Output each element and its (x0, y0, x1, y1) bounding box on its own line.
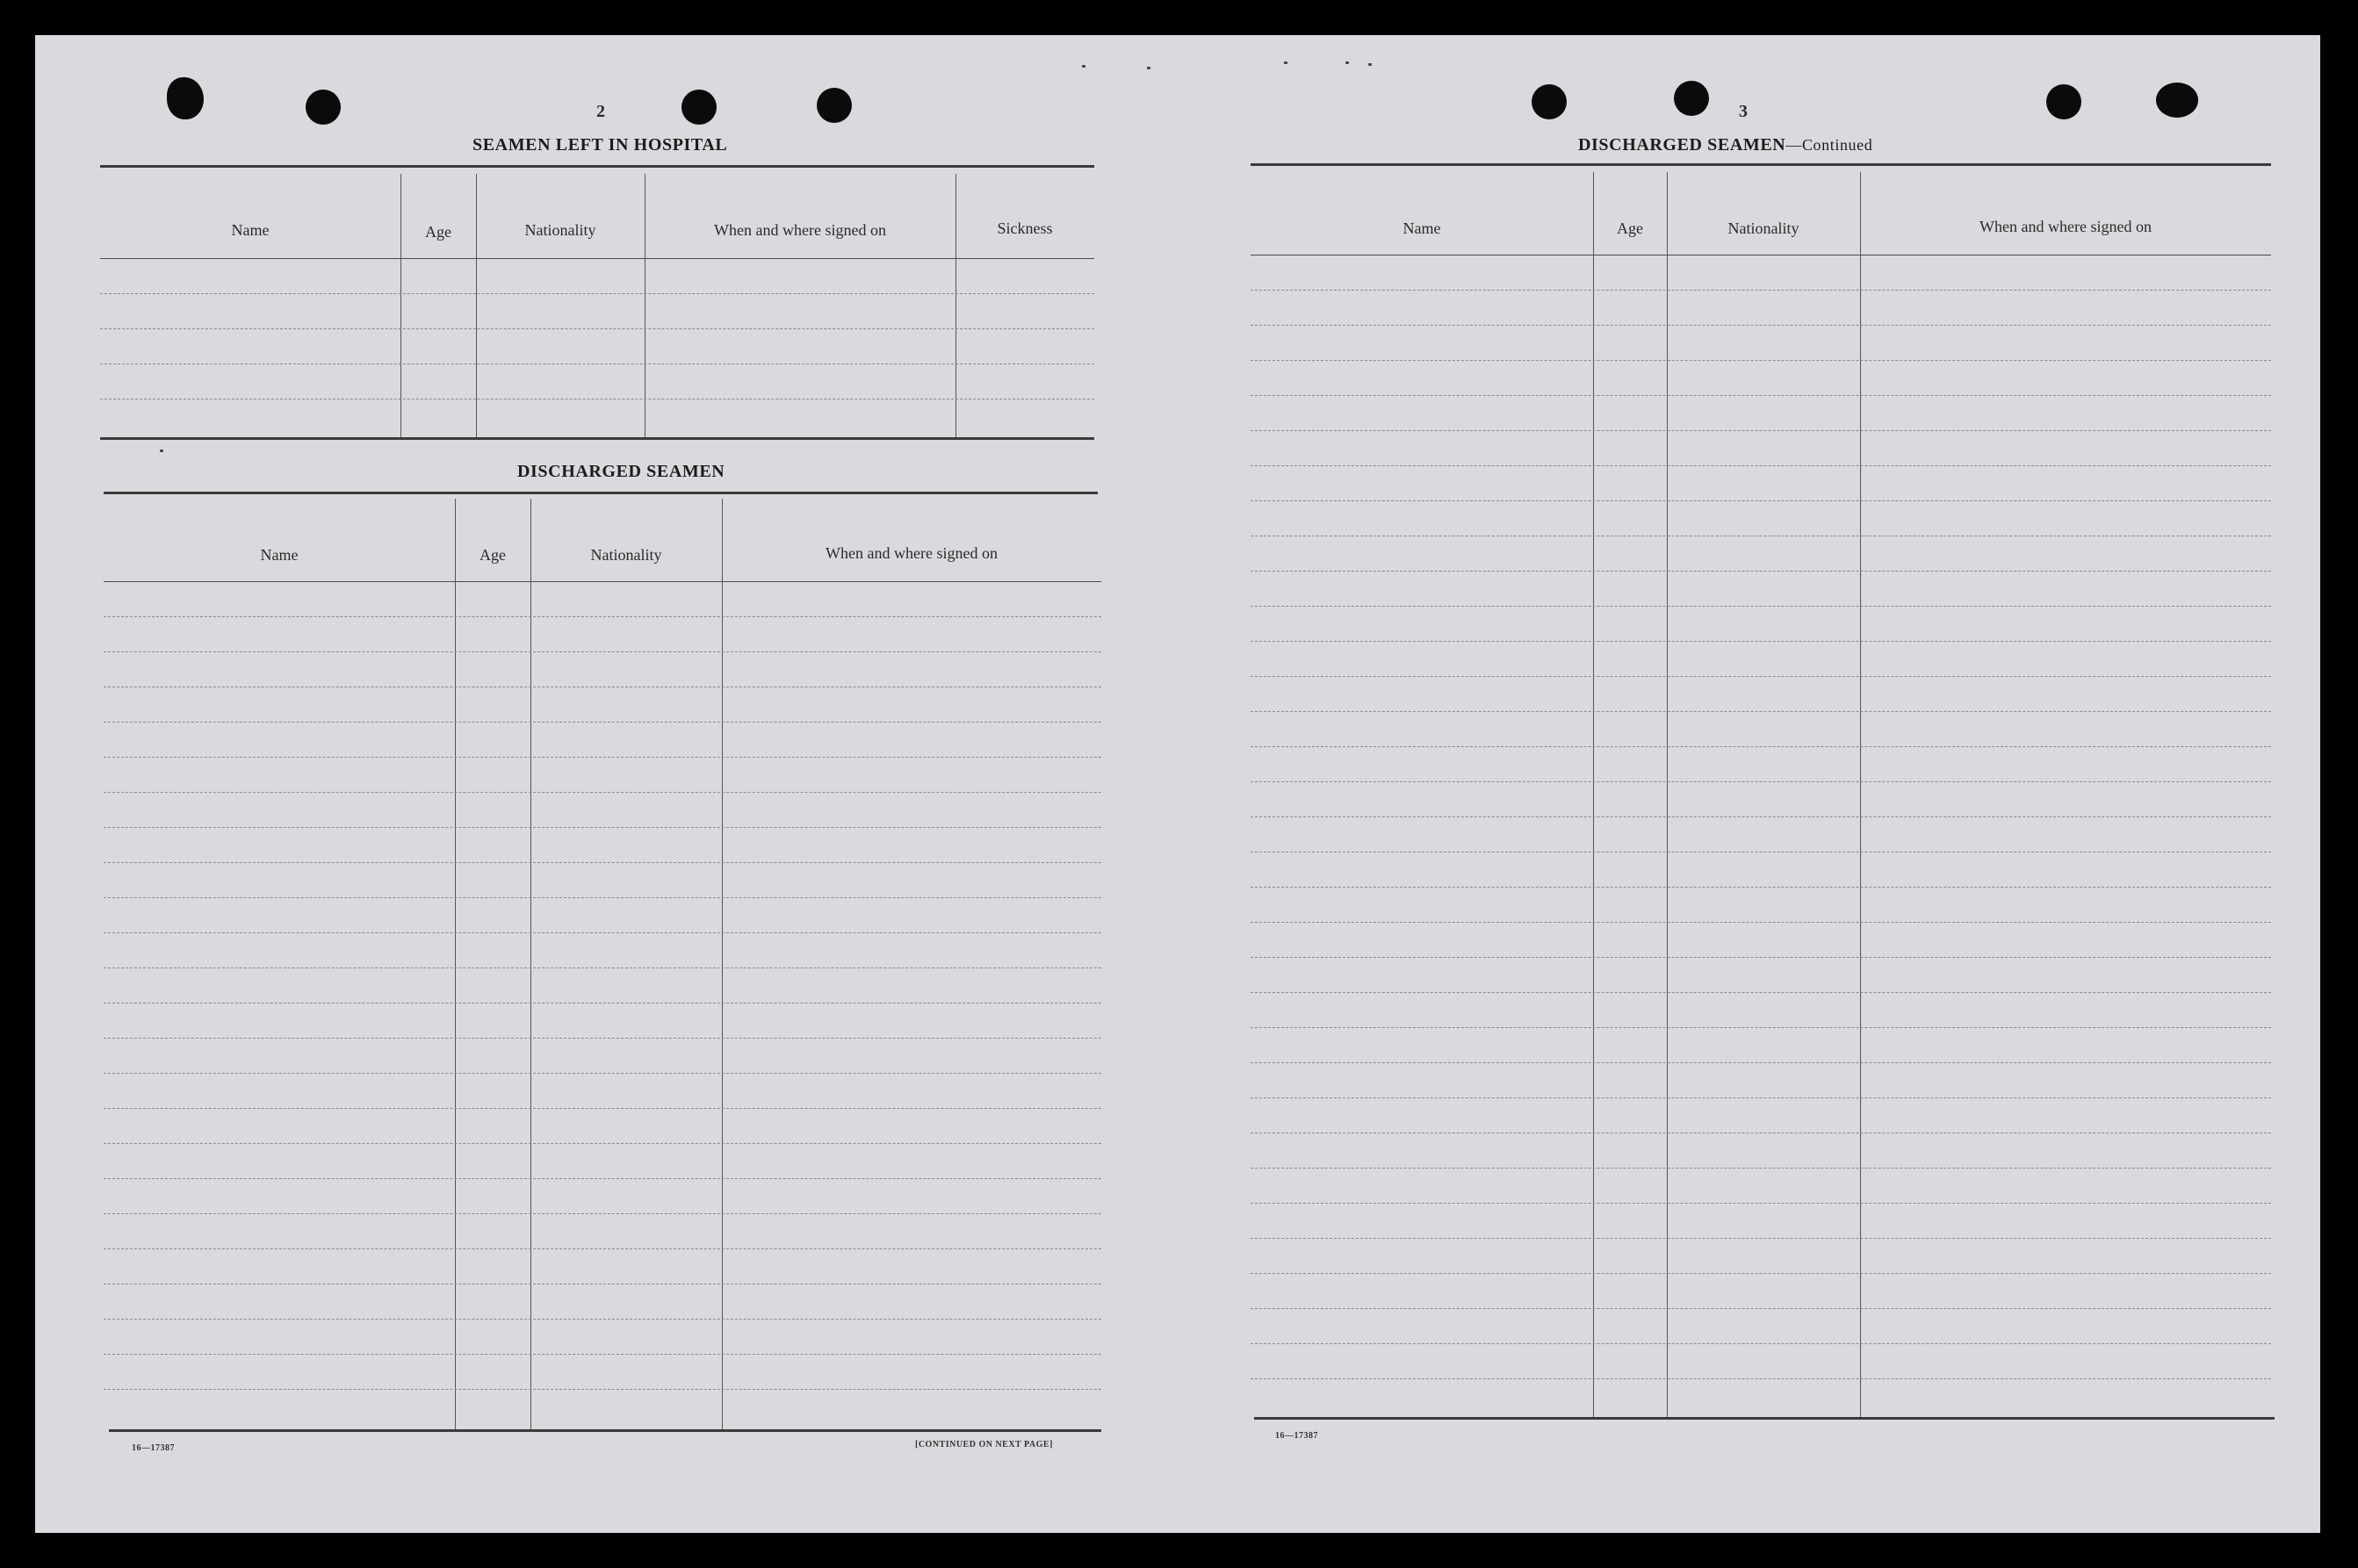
column-divider (1860, 172, 1861, 1419)
discharged-table-right (1251, 172, 2271, 1419)
row-line (1251, 957, 2271, 958)
column-header-signed-on: When and where signed on (1979, 218, 2152, 235)
column-header-nationality: Nationality (1727, 219, 1799, 237)
column-divider (722, 499, 723, 1429)
punch-hole (2046, 84, 2081, 119)
column-divider (400, 174, 401, 437)
column-header-nationality: Nationality (524, 221, 596, 239)
row-line (104, 827, 1101, 828)
hospital-table (100, 174, 1094, 437)
row-line (104, 1143, 1101, 1144)
discharged-bottom-rule (109, 1429, 1101, 1432)
column-divider (455, 499, 456, 1429)
row-line (104, 616, 1101, 617)
column-header-name: Name (1403, 219, 1441, 237)
row-line (104, 1354, 1101, 1355)
row-line (1251, 816, 2271, 817)
column-header-name: Name (231, 221, 270, 239)
row-line (100, 328, 1094, 329)
form-number-left: 16—17387 (132, 1443, 175, 1453)
row-line (1251, 1238, 2271, 1239)
row-line (104, 651, 1101, 652)
row-line (104, 1248, 1101, 1249)
discharged-section-title: DISCHARGED SEAMEN (517, 462, 725, 481)
row-line (104, 967, 1101, 968)
discharged-table-left (104, 499, 1101, 1429)
row-line (1251, 290, 2271, 291)
form-number-right: 16—17387 (1275, 1431, 1318, 1441)
row-line (1251, 641, 2271, 642)
row-line (1251, 395, 2271, 396)
row-line (1251, 465, 2271, 466)
punch-hole (306, 90, 341, 125)
row-line (1251, 781, 2271, 782)
punch-hole (2156, 83, 2198, 118)
row-line (1251, 1378, 2271, 1379)
continued-note: [CONTINUED ON NEXT PAGE] (915, 1440, 1053, 1449)
row-line (104, 897, 1101, 898)
document-spread (35, 35, 2320, 1533)
column-header-nationality: Nationality (590, 546, 662, 564)
row-line (1251, 1097, 2271, 1098)
header-underline (104, 581, 1101, 582)
header-underline (100, 258, 1094, 259)
row-line (1251, 1308, 2271, 1309)
row-line (104, 862, 1101, 863)
discharged-continued-title-main: DISCHARGED SEAMEN (1578, 135, 1786, 155)
column-header-sickness: Sickness (997, 219, 1053, 237)
row-line (104, 792, 1101, 793)
column-header-age: Age (1617, 219, 1643, 237)
row-line (104, 1213, 1101, 1214)
row-line (1251, 1273, 2271, 1274)
row-line (104, 722, 1101, 723)
column-divider (1667, 172, 1668, 1419)
row-line (104, 1178, 1101, 1179)
row-line (104, 757, 1101, 758)
continued-suffix: —Continued (1785, 136, 1873, 154)
discharged-top-rule (104, 492, 1098, 494)
page-number-right: 3 (1739, 102, 1748, 121)
row-line (1251, 746, 2271, 747)
row-line (1251, 1168, 2271, 1169)
hospital-top-rule (100, 165, 1094, 168)
discharged-continued-top-rule (1251, 163, 2271, 166)
row-line (1251, 922, 2271, 923)
column-header-signed-on: When and where signed on (826, 544, 998, 562)
column-divider (476, 174, 477, 437)
row-line (1251, 1062, 2271, 1063)
punch-hole (681, 90, 717, 125)
row-line (104, 1389, 1101, 1390)
column-header-name: Name (260, 546, 299, 564)
page-number-left: 2 (596, 102, 605, 121)
row-line (1251, 887, 2271, 888)
row-line (104, 1319, 1101, 1320)
row-line (104, 1073, 1101, 1074)
punch-hole (167, 77, 204, 119)
column-header-age: Age (480, 546, 506, 564)
punch-hole (1532, 84, 1567, 119)
column-header-age: Age (425, 223, 451, 241)
row-line (1251, 1343, 2271, 1344)
column-divider (530, 499, 531, 1429)
punch-hole (817, 88, 852, 123)
row-line (1251, 992, 2271, 993)
row-line (104, 1038, 1101, 1039)
row-line (1251, 711, 2271, 712)
column-divider (1593, 172, 1594, 1419)
row-line (104, 1108, 1101, 1109)
hospital-section-title: SEAMEN LEFT IN HOSPITAL (472, 135, 728, 155)
row-line (1251, 500, 2271, 501)
row-line (1251, 360, 2271, 361)
row-line (1251, 571, 2271, 572)
row-line (100, 363, 1094, 364)
column-divider (955, 174, 956, 437)
column-header-signed-on: When and where signed on (714, 221, 886, 239)
punch-hole (1674, 81, 1709, 116)
row-line (100, 293, 1094, 294)
discharged-continued-title (1578, 135, 1872, 155)
row-line (1251, 1203, 2271, 1204)
row-line (1251, 325, 2271, 326)
row-line (1251, 676, 2271, 677)
hospital-bottom-rule (100, 437, 1094, 440)
discharged-continued-bottom-rule (1254, 1417, 2275, 1420)
row-line (1251, 606, 2271, 607)
row-line (104, 932, 1101, 933)
row-line (1251, 1027, 2271, 1028)
row-line (1251, 430, 2271, 431)
